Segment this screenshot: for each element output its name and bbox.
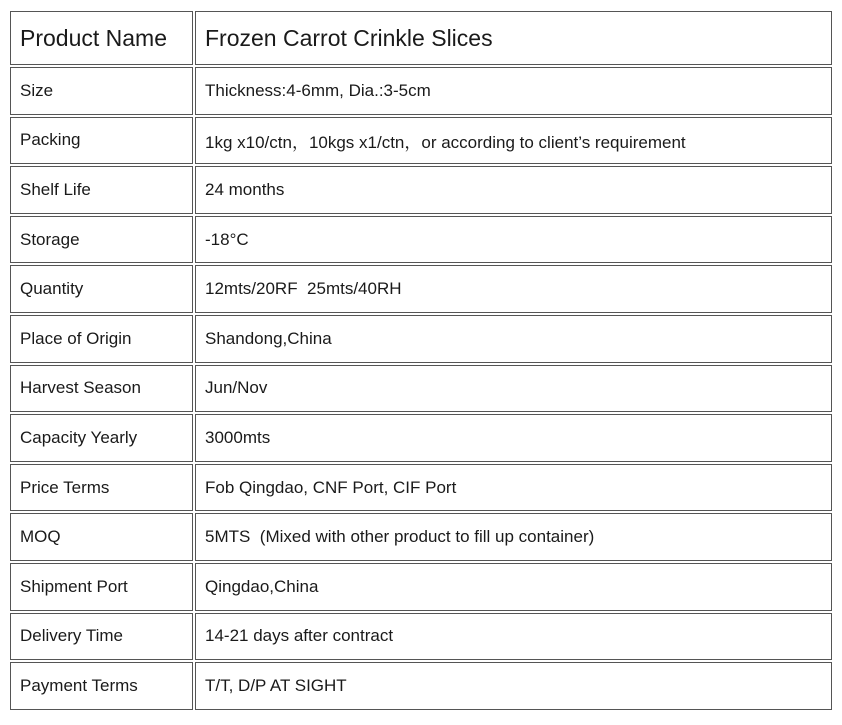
table-row-delivery-time (10, 613, 832, 661)
row-value: 14-21 days after contract (195, 613, 832, 661)
row-value: Jun/Nov (195, 365, 832, 413)
row-label: Harvest Season (10, 365, 193, 413)
row-value: 24 months (195, 166, 832, 214)
row-label: Payment Terms (10, 662, 193, 710)
table-row-moq (10, 513, 832, 561)
row-label: Quantity (10, 265, 193, 313)
table-row-price-terms (10, 464, 832, 512)
table-row-quantity (10, 265, 832, 313)
row-value: Qingdao,China (195, 563, 832, 611)
row-label: Capacity Yearly (10, 414, 193, 462)
row-label: Storage (10, 216, 193, 264)
table-row-shipment-port (10, 563, 832, 611)
product-spec-table (8, 9, 834, 712)
table-row-capacity-yearly (10, 414, 832, 462)
row-value: 12mts/20RF 25mts/40RH (195, 265, 832, 313)
table-row-payment-terms (10, 662, 832, 710)
table-row-storage (10, 216, 832, 264)
row-value: T/T, D/P AT SIGHT (195, 662, 832, 710)
row-value: Fob Qingdao, CNF Port, CIF Port (195, 464, 832, 512)
row-value: Shandong,China (195, 315, 832, 363)
row-label: Shipment Port (10, 563, 193, 611)
row-value: 5MTS (Mixed with other product to fill up container) (195, 513, 832, 561)
header-label-cell: Product Name (10, 11, 193, 65)
row-label: MOQ (10, 513, 193, 561)
table-row-packing (10, 117, 832, 165)
table-header-row (10, 11, 832, 65)
row-label: Delivery Time (10, 613, 193, 661)
table-row-size (10, 67, 832, 115)
row-value: Thickness:4-6mm, Dia.:3-5cm (195, 67, 832, 115)
table-row-place-of-origin (10, 315, 832, 363)
row-label: Place of Origin (10, 315, 193, 363)
row-value: 3000mts (195, 414, 832, 462)
table-row-shelf-life (10, 166, 832, 214)
row-label: Shelf Life (10, 166, 193, 214)
table-row-harvest-season (10, 365, 832, 413)
row-label: Price Terms (10, 464, 193, 512)
row-value: -18°C (195, 216, 832, 264)
row-value: 1kg x10/ctn，10kgs x1/ctn，or according to client’s requirement (195, 117, 832, 165)
row-label: Size (10, 67, 193, 115)
product-name-cell: Frozen Carrot Crinkle Slices (195, 11, 832, 65)
row-label: Packing (10, 117, 193, 165)
